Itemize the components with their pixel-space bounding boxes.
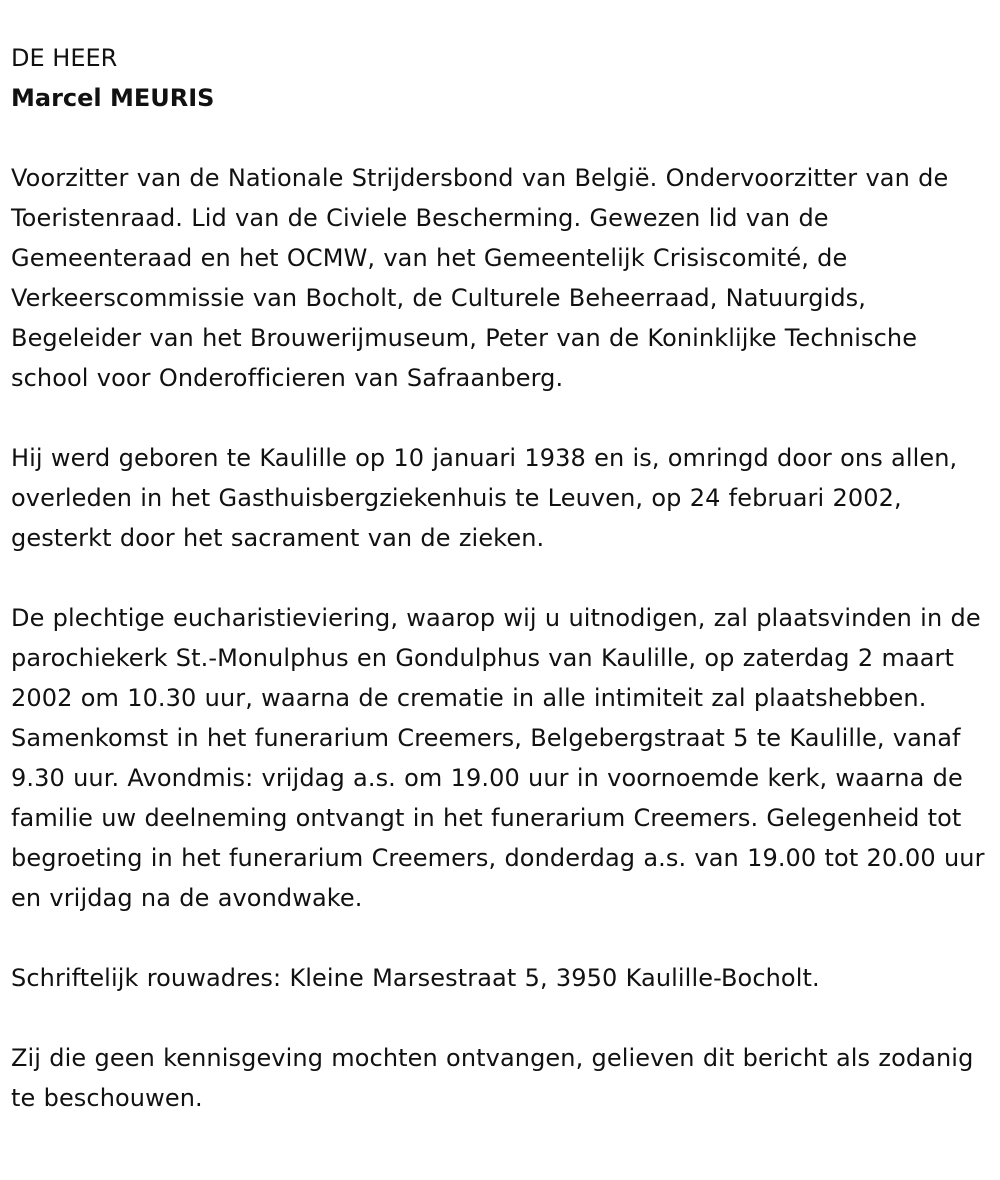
paragraph-birth-death: Hij werd geboren te Kaulille op 10 januari 1938 en is, omringd door ons allen, overleden in het Gasthuisbergziekenhuis te Leuven, op 24 februari 2002, gesterkt door het sacrament van de zieken. [11,444,958,552]
paragraph-ceremony: De plechtige eucharistieviering, waarop wij u uitnodigen, zal plaatsvinden in de parochiekerk St.-Monulphus en Gondulphus van Kaulille, op zaterdag 2 maart 2002 om 10.30 uur, waarna de crematie in alle intimiteit zal plaatshebben. Samenkomst in het funerarium Creemers, Belgebergstraat 5 te Kaulille, vanaf 9.30 uur. Avondmis: vrijdag a.s. om 19.00 uur in voornoemde kerk, waarna de familie uw deelneming ontvangt in het funerarium Creemers. Gelegenheid tot begroeting in het funerarium Creemers, donderdag a.s. van 19.00 tot 20.00 uur en vrijdag na de avondwake. [11,604,985,912]
paragraph-functions: Voorzitter van de Nationale Strijdersbond van België. Ondervoorzitter van de Toeristenraad. Lid van de Civiele Bescherming. Gewezen lid van de Gemeenteraad en het OCMW, van het Gemeentelijk Crisiscomité, de Verkeerscommissie van Bocholt, de Culturele Beheerraad, Natuurgids, Begeleider van het Brouwerijmuseum, Peter van de Koninklijke Technische school voor Onderofficieren van Safraanberg. [11,164,949,392]
paragraph-closing: Zij die geen kennisgeving mochten ontvangen, gelieven dit bericht als zodanig te beschouwen. [11,1044,974,1112]
salutation: DE HEER [11,44,118,72]
deceased-name: Marcel MEURIS [11,84,215,112]
paragraph-address: Schriftelijk rouwadres: Kleine Marsestraat 5, 3950 Kaulille-Bocholt. [11,964,820,992]
